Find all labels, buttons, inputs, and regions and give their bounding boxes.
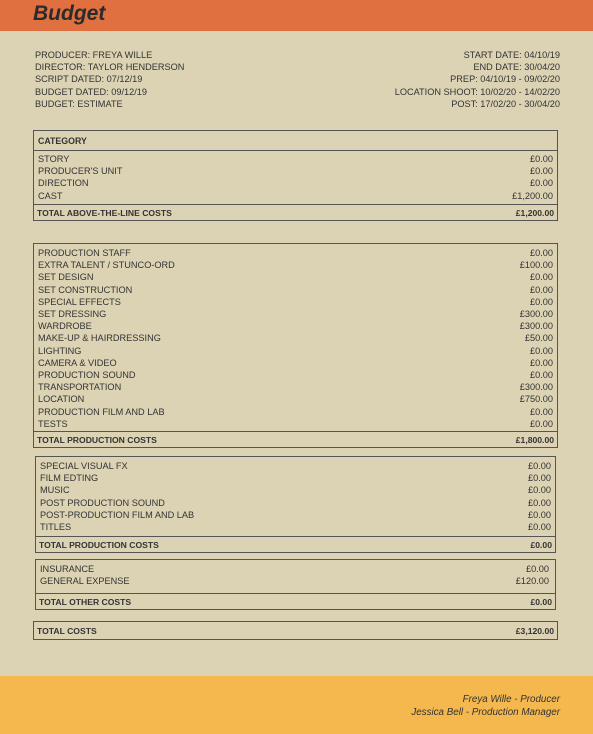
- line-item-label: MUSIC: [40, 485, 70, 496]
- line-item-label: WARDROBE: [38, 321, 92, 332]
- line-item-row: [36, 563, 555, 575]
- line-item-value: £0.00: [530, 154, 553, 164]
- line-item-label: POST PRODUCTION SOUND: [40, 497, 165, 508]
- total-row: [34, 204, 557, 220]
- line-item-label: FILM EDTING: [40, 473, 99, 484]
- line-item-value: £0.00: [530, 284, 553, 295]
- line-item-label: PRODUCTION STAFF: [38, 248, 131, 258]
- line-item-row: [34, 320, 557, 332]
- line-item-value: £0.00: [530, 418, 553, 429]
- line-item-label: EXTRA TALENT / STUNCO-ORD: [38, 260, 175, 271]
- prep-line: PREP: 04/10/19 - 09/02/20: [450, 74, 560, 85]
- line-item-label: GENERAL EXPENSE: [40, 576, 130, 587]
- line-item-row: [36, 472, 555, 484]
- line-item-value: £0.00: [530, 248, 553, 258]
- line-item-label: INSURANCE: [40, 564, 95, 574]
- line-item-label: SET DESIGN: [38, 272, 94, 283]
- line-item-value: £300.00: [519, 382, 553, 393]
- line-item-value: £0.00: [530, 272, 553, 283]
- grand-total-label: TOTAL COSTS: [37, 625, 97, 636]
- end-date-line: END DATE: 30/04/20: [473, 62, 560, 73]
- line-item-row: [34, 296, 557, 308]
- line-item-label: SET DRESSING: [38, 309, 107, 320]
- line-item-row: [34, 284, 557, 296]
- script-dated-line: SCRIPT DATED: 07/12/19: [35, 74, 143, 85]
- above-the-line-section: [33, 130, 558, 221]
- total-row: [36, 536, 555, 552]
- line-item-label: SPECIAL VISUAL FX: [40, 461, 128, 471]
- line-item-value: £0.00: [530, 178, 553, 189]
- line-item-row: [34, 381, 557, 393]
- line-item-value: £300.00: [519, 309, 553, 320]
- line-item-row: [34, 332, 557, 344]
- category-header: CATEGORY: [34, 131, 557, 151]
- line-item-value: £300.00: [519, 321, 553, 332]
- line-item-row: [34, 357, 557, 369]
- line-item-label: PRODUCTION SOUND: [38, 370, 136, 381]
- line-item-value: £0.00: [530, 370, 553, 381]
- line-item-label: TESTS: [38, 418, 68, 429]
- line-item-label: SET CONSTRUCTION: [38, 284, 133, 295]
- line-item-label: CAST: [38, 190, 63, 201]
- grand-total-box: [33, 621, 558, 640]
- grand-total-value: £3,120.00: [515, 625, 554, 636]
- location-shoot-line: LOCATION SHOOT: 10/02/20 - 14/02/20: [394, 86, 560, 97]
- producer-signature-line: Freya Wille - Producer: [462, 694, 560, 705]
- total-row: [34, 431, 557, 447]
- line-item-value: £0.00: [530, 166, 553, 177]
- line-item-row: [34, 393, 557, 405]
- line-item-value: £0.00: [530, 345, 553, 356]
- line-item-label: LOCATION: [38, 394, 85, 405]
- line-item-row: [36, 460, 555, 472]
- total-value: £0.00: [530, 539, 552, 550]
- line-item-row: [34, 190, 557, 202]
- line-item-value: £100.00: [519, 260, 553, 271]
- line-item-value: £0.00: [528, 485, 551, 496]
- line-item-value: £0.00: [526, 564, 549, 574]
- post-production-section: [35, 456, 556, 553]
- line-item-label: LIGHTING: [38, 345, 82, 356]
- production-info: [35, 49, 184, 110]
- line-item-row: [34, 177, 557, 189]
- line-item-row: [36, 521, 555, 533]
- total-label: TOTAL PRODUCTION COSTS: [37, 434, 157, 445]
- line-item-label: MAKE-UP & HAIRDRESSING: [38, 333, 161, 344]
- line-item-row: [34, 271, 557, 283]
- header-bar: [0, 0, 593, 31]
- production-manager-line: Jessica Bell - Production Manager: [411, 707, 560, 718]
- production-section: [33, 243, 558, 448]
- line-item-row: [34, 165, 557, 177]
- line-item-label: TITLES: [40, 522, 72, 533]
- total-value: £1,800.00: [515, 434, 554, 445]
- budget-type-line: BUDGET: ESTIMATE: [35, 98, 123, 109]
- total-value: £0.00: [530, 596, 552, 607]
- line-item-value: £0.00: [530, 406, 553, 417]
- footer-bar: [0, 676, 593, 734]
- line-item-value: £50.00: [524, 333, 553, 344]
- total-label: TOTAL OTHER COSTS: [39, 596, 132, 607]
- grand-total-row: [34, 622, 557, 639]
- line-item-row: [34, 259, 557, 271]
- total-value: £1,200.00: [515, 207, 554, 218]
- line-item-row: [34, 345, 557, 357]
- line-item-value: £750.00: [519, 394, 553, 405]
- total-row: [36, 593, 555, 609]
- line-item-value: £0.00: [528, 473, 551, 484]
- line-item-row: [36, 484, 555, 496]
- total-label: TOTAL ABOVE-THE-LINE COSTS: [37, 207, 172, 218]
- line-item-label: PRODUCTION FILM AND LAB: [38, 406, 165, 417]
- line-item-value: £0.00: [530, 296, 553, 307]
- line-item-row: [36, 575, 555, 587]
- other-costs-section: [35, 559, 556, 610]
- total-label: TOTAL PRODUCTION COSTS: [39, 539, 159, 550]
- line-item-value: £0.00: [528, 461, 551, 471]
- line-item-value: £120.00: [515, 576, 549, 587]
- line-item-label: SPECIAL EFFECTS: [38, 296, 121, 307]
- line-item-row: [34, 247, 557, 259]
- line-item-value: £0.00: [528, 522, 551, 533]
- line-item-value: £0.00: [530, 357, 553, 368]
- line-item-row: [36, 497, 555, 509]
- line-item-label: STORY: [38, 154, 70, 164]
- line-item-value: £0.00: [528, 509, 551, 520]
- start-date-line: START DATE: 04/10/19: [463, 50, 560, 60]
- line-item-value: £1,200.00: [512, 190, 553, 201]
- line-item-row: [34, 369, 557, 381]
- line-item-label: TRANSPORTATION: [38, 382, 122, 393]
- line-item-label: DIRECTION: [38, 178, 89, 189]
- line-item-value: £0.00: [528, 497, 551, 508]
- line-item-label: POST-PRODUCTION FILM AND LAB: [40, 509, 195, 520]
- page-title: Budget: [33, 2, 106, 25]
- line-item-row: [34, 153, 557, 165]
- line-item-row: [34, 406, 557, 418]
- line-item-row: [34, 308, 557, 320]
- line-item-row: [36, 509, 555, 521]
- budget-dated-line: BUDGET DATED: 09/12/19: [35, 86, 147, 97]
- schedule-info: [395, 49, 560, 110]
- director-line: DIRECTOR: TAYLOR HENDERSON: [35, 62, 185, 73]
- line-item-row: [34, 418, 557, 430]
- post-line: POST: 17/02/20 - 30/04/20: [451, 98, 560, 109]
- line-item-label: PRODUCER'S UNIT: [38, 166, 123, 177]
- line-item-label: CAMERA & VIDEO: [38, 357, 117, 368]
- producer-line: PRODUCER: FREYA WILLE: [35, 50, 153, 60]
